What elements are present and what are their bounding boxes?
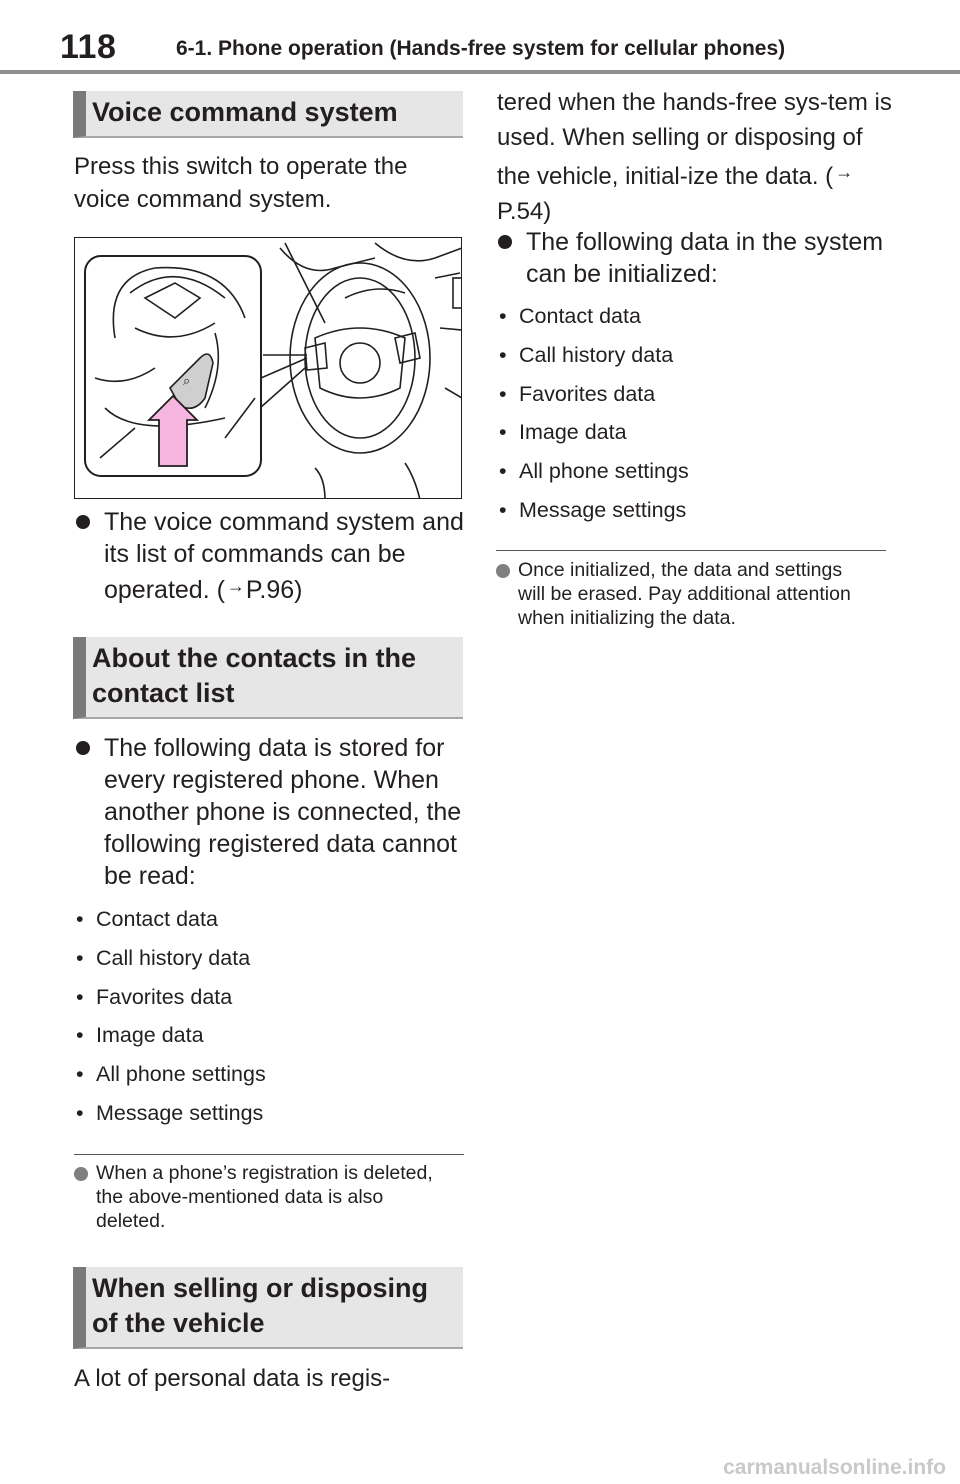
list-item: • All phone settings xyxy=(74,1058,464,1097)
list-item: • All phone settings xyxy=(497,455,892,494)
contacts-data-list xyxy=(74,903,464,1136)
note-dot-icon xyxy=(496,564,510,578)
header-rule xyxy=(0,70,960,74)
selling-note: Once initialized, the data and settings will be erased. Pay additional attention when initializing the data. xyxy=(496,558,868,630)
page-number: 118 xyxy=(60,28,117,66)
bullet-dot-icon xyxy=(76,741,90,755)
arrow-right-icon: → xyxy=(226,576,245,596)
page-ref-link[interactable]: P.96 xyxy=(245,576,295,604)
list-item: • Contact data xyxy=(497,300,892,339)
bullet-dot-icon xyxy=(76,515,90,529)
list-item: • Image data xyxy=(74,1019,464,1058)
bullet-dot-icon xyxy=(498,235,512,249)
arrow-right-icon: → xyxy=(835,162,854,182)
note-dot-icon xyxy=(74,1167,88,1181)
list-item: • Image data xyxy=(497,416,892,455)
selling-intro-continued: tered when the hands-free sys-tem is used. When selling or disposing of the vehicle, initial-ize the data. ( →P.54) xyxy=(497,89,892,225)
svg-text:⌕: ⌕ xyxy=(183,374,191,389)
steering-switch-illustration xyxy=(74,237,462,499)
note-divider xyxy=(496,550,886,551)
selling-data-list xyxy=(497,300,892,533)
list-item: • Contact data xyxy=(74,903,464,942)
selling-bullet: The following data in the system can be initialized: xyxy=(496,226,891,290)
heading-voice-command: Voice command system xyxy=(73,91,463,138)
selling-intro-start: A lot of personal data is regis- xyxy=(74,1365,391,1392)
contacts-bullet: The following data is stored for every registered phone. When another phone is connected, the following registered data cannot be read: xyxy=(74,732,464,892)
page-ref-link[interactable]: P.54 xyxy=(497,198,544,225)
watermark: carmanualsonline.info xyxy=(723,1456,946,1479)
note-divider xyxy=(74,1154,464,1155)
running-header: 6-1. Phone operation (Hands-free system for cellular phones) xyxy=(176,37,786,60)
list-item: • Favorites data xyxy=(74,981,464,1020)
list-item: • Favorites data xyxy=(497,378,892,417)
list-item: • Call history data xyxy=(497,339,892,378)
voice-command-bullet: The voice command system and its list of commands can be operated. ( →P.96) xyxy=(74,506,464,606)
heading-selling: When selling or disposing of the vehicle xyxy=(73,1267,463,1349)
voice-command-intro: Press this switch to operate the voice command system. xyxy=(74,153,408,213)
heading-contacts: About the contacts in the contact list xyxy=(73,637,463,719)
list-item: • Message settings xyxy=(74,1097,464,1136)
list-item: • Message settings xyxy=(497,494,892,533)
list-item: • Call history data xyxy=(74,942,464,981)
contacts-note: When a phone’s registration is deleted, the above-mentioned data is also deleted. xyxy=(74,1161,444,1233)
